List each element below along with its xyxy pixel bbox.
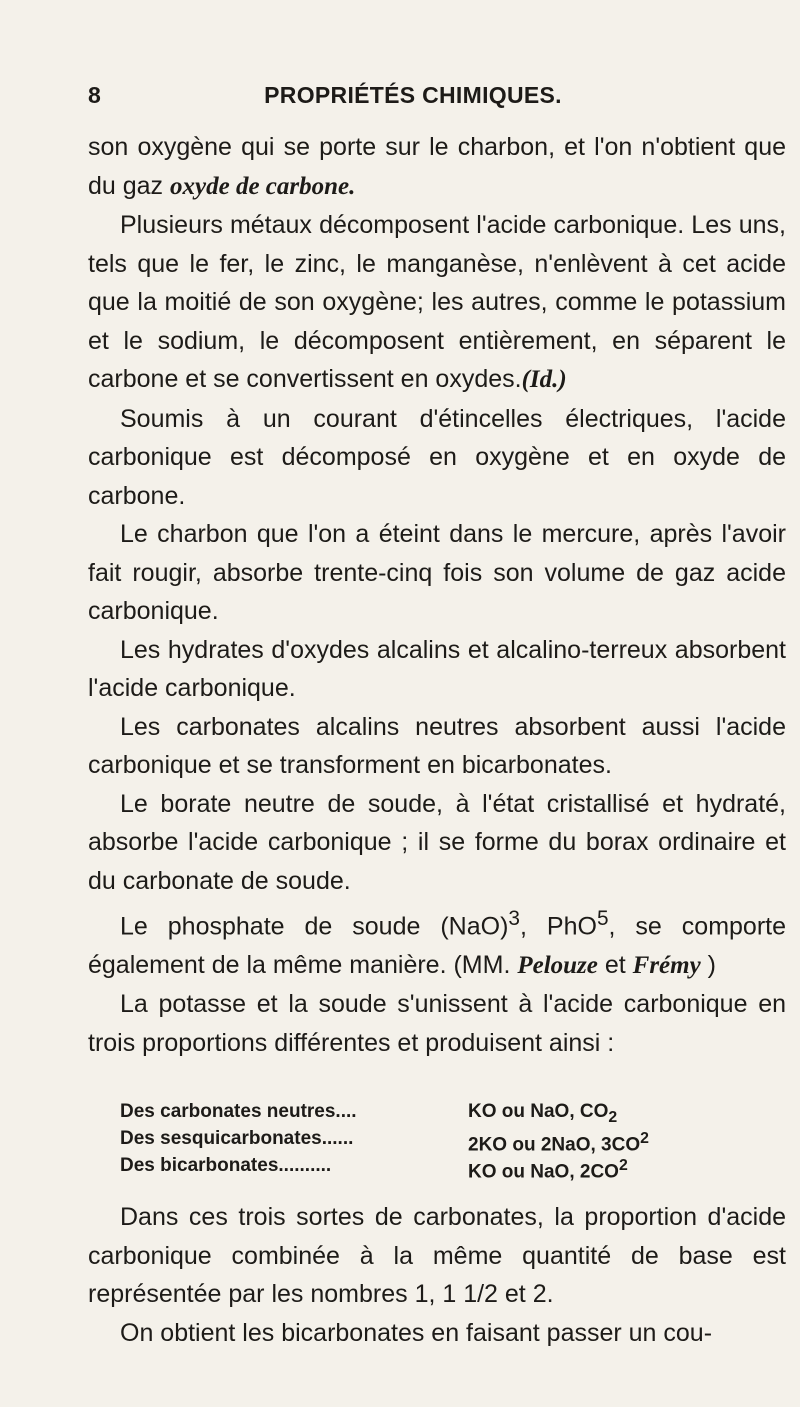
- paragraph-5: Les hydrates d'oxydes alcalins et alcalino-terreux absorbent l'acide carbonique.: [88, 635, 786, 702]
- author-fremy: Frémy: [632, 951, 701, 979]
- paragraph-8-text-b: , PhO: [520, 912, 597, 941]
- paragraph-1-text: son oxygène qui se porte sur le charbon, et l'on n'obtient que du gaz: [88, 133, 786, 200]
- paragraph-3: Soumis à un courant d'étincelles électriques, l'acide carbonique est décomposé en oxygène et en oxyde de carbone.: [88, 404, 786, 510]
- formula-row: [120, 1125, 740, 1156]
- paragraph-8-text-a: Le phosphate de soude (NaO): [120, 912, 509, 941]
- formula-text: 2KO ou 2NaO, 3CO: [468, 1134, 641, 1156]
- paragraph-7: Le borate neutre de soude, à l'état cristallisé et hydraté, absorbe l'acide carbonique ; il se forme du borax ordinaire et du carbonate de soude.: [88, 789, 786, 895]
- paragraph-10: Dans ces trois sortes de carbonates, la proportion d'acide carbonique combinée à la même quantité de base est représentée par les nombres 1, 1 1/2 et 2.: [88, 1203, 786, 1308]
- running-head: PROPRIÉTÉS CHIMIQUES.: [264, 82, 562, 108]
- formula-superscript: 2: [618, 1157, 628, 1174]
- reference-id: (Id.): [521, 366, 567, 393]
- body-text: [88, 128, 786, 1062]
- paragraph-8-text-e: ): [700, 950, 716, 979]
- formula-row: [120, 1152, 740, 1183]
- formula-label: Des sesquicarbonates......: [120, 1128, 354, 1149]
- page-header: [88, 82, 712, 116]
- body-text-continued: [88, 1198, 786, 1352]
- formula-label: Des bicarbonates..........: [120, 1155, 332, 1176]
- superscript-3: 3: [508, 907, 520, 930]
- paragraph-8-text-c: , se comporte également de la même manière. (MM.: [88, 912, 787, 979]
- carbonate-formula-table: [120, 1098, 740, 1183]
- formula-value: [468, 1152, 628, 1185]
- paragraph-11: On obtient les bicarbonates en faisant passer un cou-: [120, 1318, 713, 1347]
- formula-text: KO ou NaO, CO: [468, 1101, 609, 1122]
- author-pelouze: Pelouze: [517, 951, 598, 979]
- paragraph-2: [88, 206, 786, 400]
- paragraph-8-text-d: et: [597, 950, 633, 979]
- page-number: 8: [88, 82, 102, 108]
- paragraph-6: Les carbonates alcalins neutres absorbent aussi l'acide carbonique et se transforment en bicarbonates.: [88, 712, 786, 779]
- superscript-5: 5: [596, 907, 609, 930]
- formula-subscript: 2: [608, 1108, 618, 1126]
- paragraph-1: [88, 128, 786, 206]
- formula-label: Des carbonates neutres....: [120, 1101, 357, 1122]
- term-carbon-monoxide: oxyde de carbone.: [170, 172, 356, 200]
- paragraph-2-text: Plusieurs métaux décomposent l'acide carbonique. Les uns, tels que le fer, le zinc, le manganèse, n'enlèvent à cet acide que la moitié de son oxygène; les autres, comme le potassium et le sodium, le décomposent entièrement, en séparent le carbone et se convertissent en oxydes.: [88, 211, 786, 393]
- formula-superscript: 2: [640, 1130, 649, 1147]
- formula-row: [120, 1098, 740, 1125]
- paragraph-4: Le charbon que l'on a éteint dans le mercure, après l'avoir fait rougir, absorbe trente-cinq fois son volume de gaz acide carbonique.: [88, 520, 786, 625]
- paragraph-8: [88, 900, 786, 985]
- formula-text: KO ou NaO, 2CO: [468, 1161, 619, 1183]
- paragraph-9: La potasse et la soude s'unissent à l'acide carbonique en trois proportions différentes et produisent ainsi :: [88, 990, 786, 1057]
